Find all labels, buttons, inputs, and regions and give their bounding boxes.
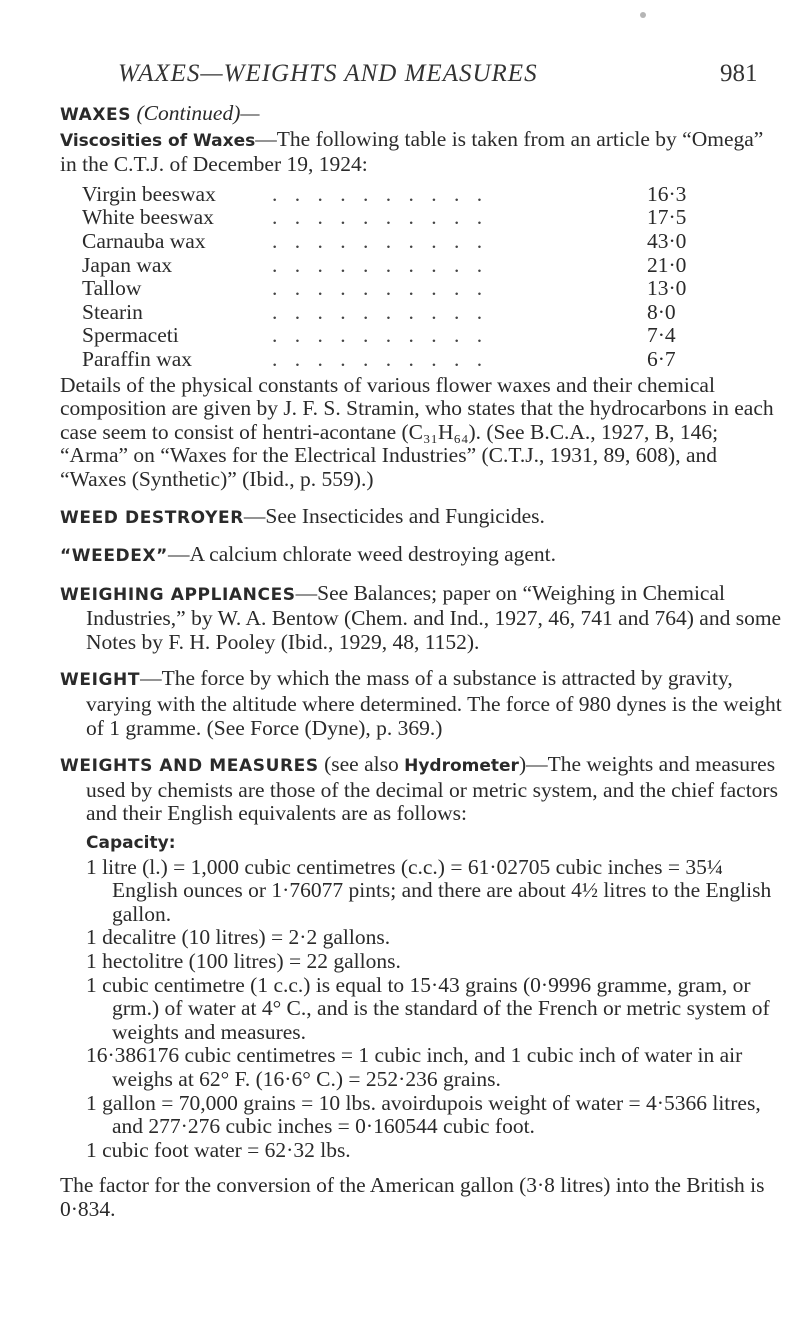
hydrometer-link[interactable]: Hydrometer — [404, 756, 519, 777]
viscosity-row — [82, 254, 717, 278]
weedex-heading: “WEEDEX” — [60, 546, 168, 567]
weed-destroyer-heading: WEED DESTROYER — [60, 507, 244, 528]
weed-destroyer-text: —See Insecticides and Fungicides. — [243, 503, 545, 528]
bullet-dot — [640, 12, 646, 18]
viscosity-value: 7·4 — [647, 323, 676, 348]
wax-name: Stearin — [82, 299, 143, 324]
wax-name: White beeswax — [82, 205, 214, 230]
wax-name: Japan wax — [82, 252, 173, 277]
weighing-appliances-heading: WEIGHING APPLIANCES — [60, 584, 296, 605]
details-paragraph: Details of the physical constants of various flower waxes and their chemical composition are given by J. F. S. Stramin, who states that the hydrocarbons in each case seem to consist of hentri-acontane (C₃₁H₆₄). (See B.C.A., 1927, B, 146; “Arma” on “Waxes for the Electrical Industries” (C.T.J., 1931, 89, 608), and “Waxes (Synthetic)” (Ibid., p. 559).) — [60, 372, 774, 491]
capacity-label-text: Capacity: — [86, 833, 176, 854]
viscosity-value: 16·3 — [647, 181, 687, 206]
viscosity-row — [82, 277, 717, 301]
body-text — [60, 102, 782, 1235]
factor-paragraph: The factor for the conversion of the American gallon (3·8 litres) into the British is 0·834. — [60, 1173, 765, 1221]
leader-dots: . . . . . . . . . . — [272, 276, 489, 301]
viscosity-row — [82, 206, 717, 230]
weight-entry — [60, 667, 782, 740]
running-head: WAXES—WEIGHTS AND MEASURES — [118, 60, 538, 87]
viscosity-value: 6·7 — [647, 346, 676, 371]
capacity-line: 1 gallon = 70,000 grains = 10 lbs. avoirdupois weight of water = 4·5366 litres, and 277·276 cubic inches = 0·160544 cubic foot. — [86, 1090, 761, 1139]
leader-dots: . . . . . . . . . . — [272, 205, 489, 230]
viscosity-value: 43·0 — [647, 228, 687, 253]
page-number: 981 — [720, 60, 758, 87]
wax-name: Carnauba wax — [82, 228, 206, 253]
wax-name: Spermaceti — [82, 323, 179, 348]
wax-name: Paraffin wax — [82, 346, 193, 371]
leader-dots: . . . . . . . . . . — [272, 252, 489, 277]
viscosity-value: 21·0 — [647, 252, 687, 277]
viscosities-text: —The following table is taken from an article by “Omega” in the C.T.J. of December 19, 1924: — [60, 126, 764, 177]
weighing-appliances-text: —See Balances; paper on “Weighing in Chemical Industries,” by W. A. Bentow (Chem. and Ind., 1927, 46, 741 and 764) and some Notes by F. H. Pooley (Ibid., 1929, 48, 1152). — [86, 580, 782, 654]
viscosity-value: 13·0 — [647, 276, 687, 301]
viscosities-label: Viscosities of Waxes — [60, 130, 256, 151]
leader-dots: . . . . . . . . . . — [272, 323, 489, 348]
waxes-heading: WAXES — [60, 105, 132, 125]
waxes-heading-line — [60, 102, 782, 128]
viscosity-value: 8·0 — [647, 299, 676, 324]
weights-measures-heading: WEIGHTS AND MEASURES — [60, 756, 319, 777]
viscosity-row — [82, 230, 717, 254]
capacity-line: 1 hectolitre (100 litres) = 22 gallons. — [86, 949, 401, 973]
waxes-heading-continued: (Continued)— — [136, 101, 260, 125]
weedex-text: —A calcium chlorate weed destroying agent. — [167, 542, 557, 567]
weed-destroyer-entry — [60, 505, 782, 531]
weight-text: —The force by which the mass of a substance is attracted by gravity, varying with the altitude where determined. The force of 980 dynes is the weight of 1 gramme. (See Force (Dyne), p. 369.) — [86, 666, 782, 740]
viscosity-table-body — [82, 183, 717, 372]
leader-dots: . . . . . . . . . . — [272, 181, 489, 206]
viscosity-row — [82, 301, 717, 325]
capacity-line: 16·386176 cubic centimetres = 1 cubic inch, and 1 cubic inch of water in air weighs at 62° F. (16·6° C.) = 252·236 grains. — [86, 1043, 743, 1091]
leader-dots: . . . . . . . . . . — [272, 346, 489, 371]
capacity-lines — [60, 856, 782, 1163]
viscosities-paragraph — [60, 128, 782, 177]
wax-name: Tallow — [82, 276, 142, 301]
capacity-line: 1 cubic centimetre (1 c.c.) is equal to 15·43 grains (0·9996 gramme, gram, or grm.) of water at 4° C., and is the standard of the French or metric system of weights and measures. — [86, 972, 770, 1044]
weights-measures-entry — [60, 753, 782, 826]
capacity-line: 1 decalitre (10 litres) = 2·2 gallons. — [86, 925, 391, 950]
viscosity-table — [82, 183, 717, 372]
weights-see-also: (see also — [318, 752, 405, 777]
viscosity-row — [82, 324, 717, 348]
viscosity-row — [82, 348, 717, 372]
viscosity-row — [82, 183, 717, 207]
viscosity-value: 17·5 — [647, 205, 687, 230]
capacity-line: 1 litre (l.) = 1,000 cubic centimetres (c.c.) = 61·02705 cubic inches = 35¼ English ounces or 1·76077 pints; and there are about 4½ litres to the English gallon. — [86, 854, 772, 926]
leader-dots: . . . . . . . . . . — [272, 299, 489, 324]
wax-name: Virgin beeswax — [82, 181, 216, 206]
leader-dots: . . . . . . . . . . — [272, 228, 489, 253]
weights-measures-text: )—The weights and measures used by chemists are those of the decimal or metric system, and the chief factors and their English equivalents are as follows: — [86, 752, 778, 826]
weedex-entry — [60, 543, 782, 569]
weight-heading: WEIGHT — [60, 670, 141, 691]
capacity-line: 1 cubic foot water = 62·32 lbs. — [86, 1137, 351, 1162]
weighing-appliances-entry — [60, 582, 782, 655]
capacity-label — [60, 830, 782, 856]
